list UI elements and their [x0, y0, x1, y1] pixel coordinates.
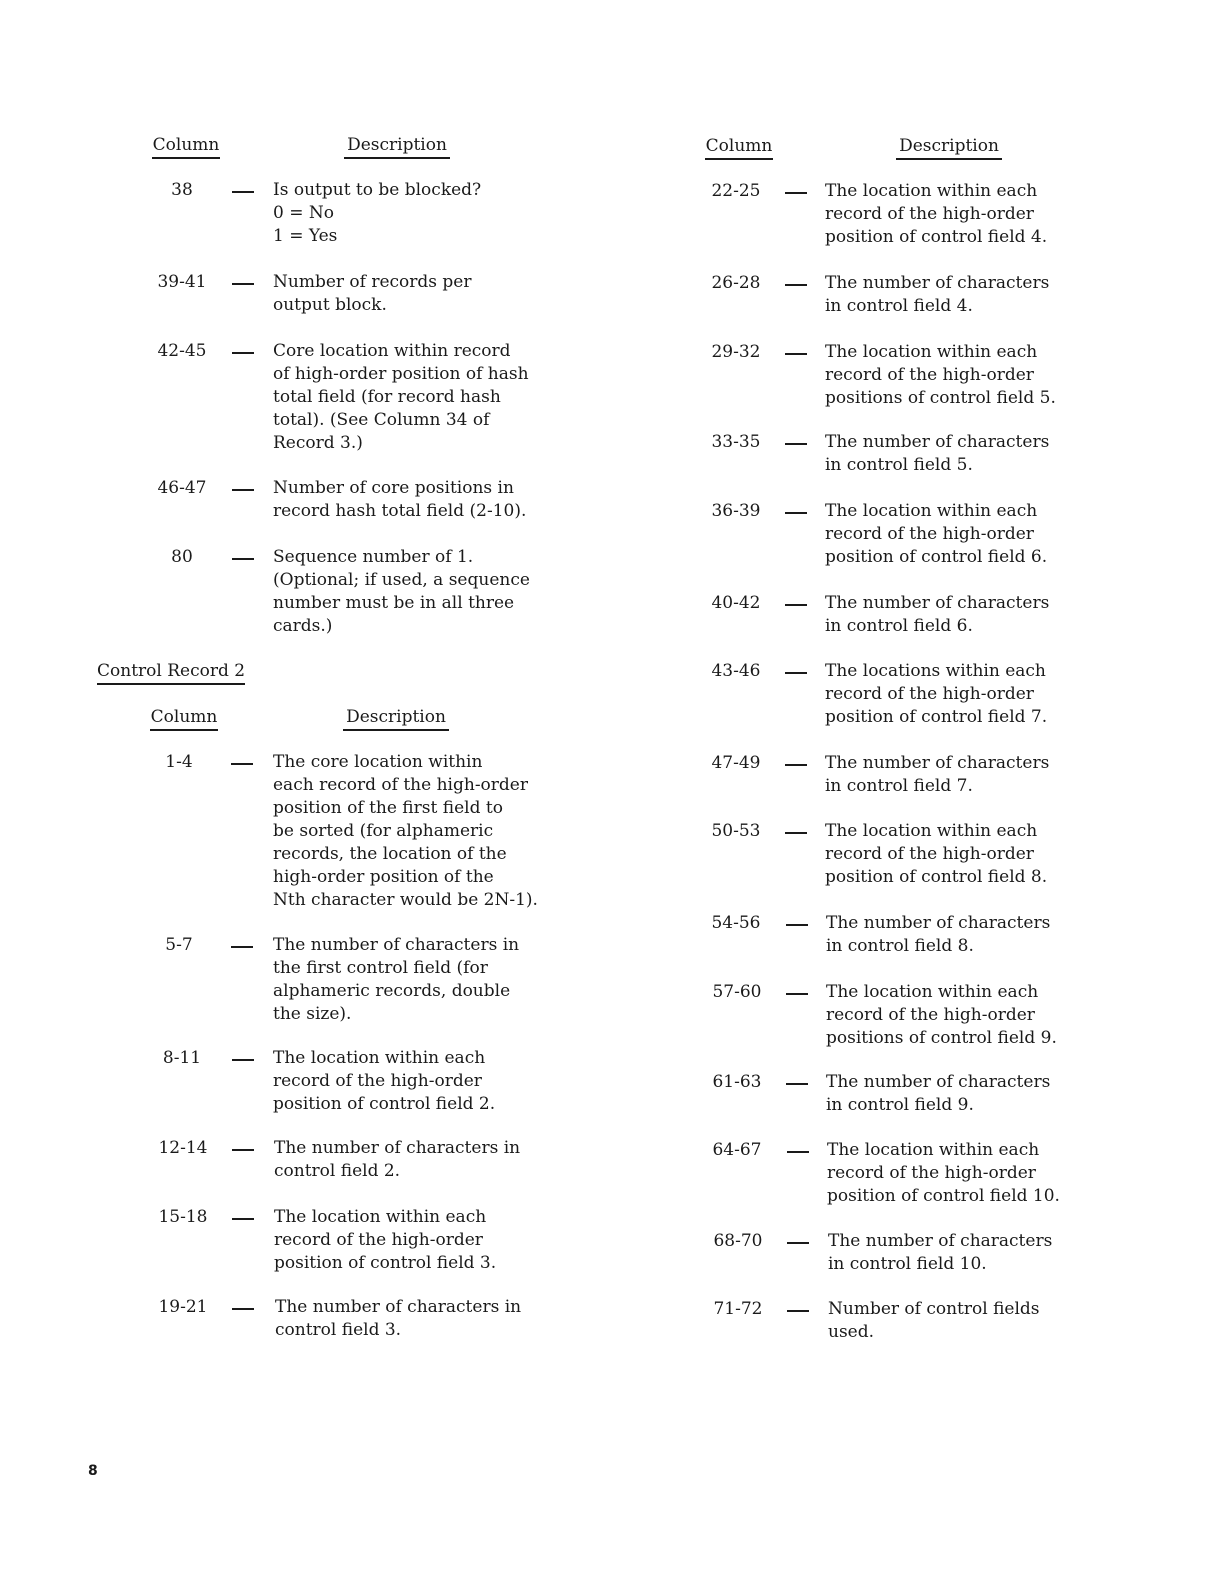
entry-dash: [787, 1310, 809, 1312]
entry-dash: [232, 558, 254, 560]
entry-column: 80: [171, 547, 193, 567]
entry-dash: [785, 443, 807, 445]
entry-description: The location within each record of the high-order positions of control field 9.: [826, 982, 1057, 1048]
entry-description: Number of records per output block.: [273, 272, 472, 315]
section-title: Control Record 2: [97, 660, 245, 685]
entry-column: 46-47: [157, 478, 207, 498]
entry-dash: [787, 1151, 809, 1153]
entry-column: 8-11: [162, 1048, 202, 1068]
entry-column: 39-41: [157, 272, 207, 292]
entry-dash: [232, 1308, 254, 1310]
page-number: 8: [88, 1463, 98, 1479]
entry-description: The number of characters in control field 6.: [825, 593, 1050, 636]
entry-description: The location within each record of the high-order position of control field 10.: [827, 1140, 1060, 1206]
entry-description: The core location within each record of the high-order position of the first field to be sorted (for alphameric records, the location of the high-order position of the Nth character would be 2N-1).: [273, 752, 538, 910]
entry-column: 36-39: [711, 501, 761, 521]
entry-column: 43-46: [711, 661, 761, 681]
entry-dash: [786, 1083, 808, 1085]
entry-column: 33-35: [711, 432, 761, 452]
entry-dash: [786, 924, 808, 926]
entry-description: The number of characters in control field 8.: [826, 913, 1051, 956]
entry-column: 12-14: [158, 1138, 208, 1158]
entry-description: The location within each record of the high-order position of control field 2.: [273, 1048, 496, 1114]
entry-description: The locations within each record of the high-order position of control field 7.: [825, 661, 1048, 727]
entry-column: 42-45: [157, 341, 207, 361]
entry-dash: [785, 512, 807, 514]
entry-column: 50-53: [711, 821, 761, 841]
entry-dash: [785, 604, 807, 606]
left-column-header: Column: [152, 134, 220, 159]
entry-dash: [232, 1059, 254, 1061]
entry-dash: [785, 764, 807, 766]
right-description-header: Description: [896, 135, 1002, 160]
entry-description: The number of characters in control field 10.: [828, 1231, 1053, 1274]
entry-description: The location within each record of the high-order position of control field 4.: [825, 181, 1048, 247]
entry-dash: [231, 763, 253, 765]
left-sub-description-header: Description: [343, 706, 449, 731]
entry-description: The number of characters in control field 9.: [826, 1072, 1051, 1115]
entry-column: 22-25: [711, 181, 761, 201]
entry-dash: [785, 192, 807, 194]
entry-column: 38: [171, 180, 193, 200]
right-column-header: Column: [705, 135, 773, 160]
entry-dash: [231, 946, 253, 948]
left-description-header: Description: [344, 134, 450, 159]
entry-dash: [232, 1149, 254, 1151]
entry-description: The number of characters in control field 4.: [825, 273, 1050, 316]
entry-dash: [785, 284, 807, 286]
entry-column: 68-70: [713, 1231, 763, 1251]
entry-description: The number of characters in the first control field (for alphameric records, double the size).: [273, 935, 520, 1024]
entry-description: The location within each record of the high-order positions of control field 5.: [825, 342, 1056, 408]
entry-column: 47-49: [711, 753, 761, 773]
entry-column: 71-72: [713, 1299, 763, 1319]
entry-dash: [785, 353, 807, 355]
left-sub-column-header: Column: [150, 706, 218, 731]
entry-description: Number of core positions in record hash total field (2-10).: [273, 478, 527, 521]
entry-description: Number of control fields used.: [828, 1299, 1040, 1342]
entry-description: The number of characters in control field 2.: [274, 1138, 521, 1181]
entry-column: 29-32: [711, 342, 761, 362]
entry-description: The number of characters in control field 5.: [825, 432, 1050, 475]
entry-description: The number of characters in control field 7.: [825, 753, 1050, 796]
entry-description: Sequence number of 1. (Optional; if used, a sequence number must be in all three cards.): [273, 547, 530, 636]
entry-dash: [787, 1242, 809, 1244]
entry-description: The location within each record of the high-order position of control field 3.: [274, 1207, 497, 1273]
entry-description: Core location within record of high-order position of hash total field (for record hash total). (See Column 34 of Record 3.): [273, 341, 529, 453]
entry-dash: [785, 832, 807, 834]
entry-dash: [232, 489, 254, 491]
entry-column: 57-60: [712, 982, 762, 1002]
entry-dash: [232, 352, 254, 354]
entry-column: 19-21: [158, 1297, 208, 1317]
entry-dash: [785, 672, 807, 674]
entry-dash: [786, 993, 808, 995]
entry-column: 26-28: [711, 273, 761, 293]
entry-column: 54-56: [711, 913, 761, 933]
entry-description: The location within each record of the high-order position of control field 6.: [825, 501, 1048, 567]
entry-column: 40-42: [711, 593, 761, 613]
entry-description: Is output to be blocked? 0 = No 1 = Yes: [273, 180, 482, 246]
entry-column: 64-67: [712, 1140, 762, 1160]
entry-dash: [232, 283, 254, 285]
entry-column: 5-7: [165, 935, 193, 955]
entry-dash: [232, 1218, 254, 1220]
entry-column: 15-18: [158, 1207, 208, 1227]
entry-column: 1-4: [165, 752, 193, 772]
entry-column: 61-63: [712, 1072, 762, 1092]
entry-dash: [232, 191, 254, 193]
entry-description: The number of characters in control field 3.: [275, 1297, 522, 1340]
entry-description: The location within each record of the high-order position of control field 8.: [825, 821, 1048, 887]
